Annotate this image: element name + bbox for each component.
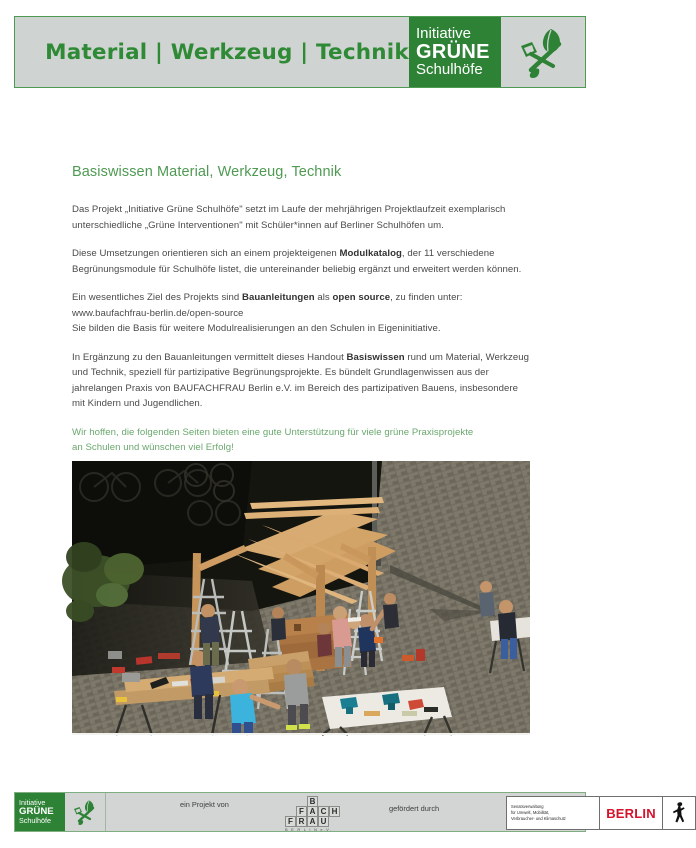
p2-text-before: Diese Umsetzungen orientieren sich an einem projekteigenen bbox=[72, 248, 340, 260]
berlin-bear-icon bbox=[671, 801, 687, 825]
paragraph-modulkatalog bbox=[72, 246, 530, 277]
bfw-cell-a2: A bbox=[307, 816, 318, 827]
berlin-wordmark: BERLIN bbox=[599, 797, 662, 829]
berlin-senate-logo bbox=[506, 796, 696, 830]
p3-text-mid: als bbox=[314, 292, 333, 304]
section-heading: Basiswissen Material, Werkzeug, Technik bbox=[72, 164, 342, 180]
page-footer-bar bbox=[14, 792, 656, 832]
p3-bold-bauanleitungen: Bauanleitungen bbox=[241, 292, 315, 304]
bfw-cell-r: R bbox=[296, 816, 307, 827]
spade-and-leaf-icon bbox=[515, 24, 571, 80]
bfw-cell-a1: A bbox=[307, 806, 318, 817]
paragraph-closing-green bbox=[72, 425, 530, 456]
p5-line2: an Schulen und wünschen viel Erfolg! bbox=[72, 442, 234, 454]
footer-partners-zone bbox=[106, 793, 656, 832]
page-title: Material | Werkzeug | Technik bbox=[45, 39, 409, 65]
p2-bold-modulkatalog: Modulkatalog bbox=[339, 248, 402, 260]
header-title-zone bbox=[15, 17, 409, 87]
senate-line1: Senatsverwaltung bbox=[511, 803, 544, 809]
bfw-cell-c: C bbox=[318, 806, 329, 817]
paragraph-basiswissen bbox=[72, 350, 530, 412]
bfw-cell-b: B bbox=[307, 796, 318, 807]
spade-and-leaf-icon bbox=[71, 798, 99, 826]
paragraph-intro bbox=[72, 202, 530, 233]
p3-text-closing: Sie bilden die Basis für weitere Modulrealisierungen an den Schulen in Eigeninitiative. bbox=[72, 323, 441, 335]
footer-brand-line3: Schulhöfe bbox=[19, 816, 51, 826]
label-gefoerdert-durch: gefördert durch bbox=[389, 804, 440, 813]
p3-text-before: Ein wesentliches Ziel des Projekts sind bbox=[72, 292, 242, 304]
p4-text-before: In Ergänzung zu den Bauanleitungen vermittelt dieses Handout bbox=[72, 351, 347, 363]
page-header-bar bbox=[14, 16, 586, 88]
paragraph-intro-text: Das Projekt „Initiative Grüne Schulhöfe" setzt im Laufe der mehrjährigen Projektlaufzeit exemplarisch unterschiedliche „Grüne Interventionen" mit Schüler*innen auf Berliner Schulhöfen um. bbox=[72, 204, 506, 231]
senate-line2: für Umwelt, Mobilität, bbox=[511, 809, 550, 815]
bfw-cell-f: F bbox=[296, 806, 307, 817]
bfw-cell-u: U bbox=[318, 816, 329, 827]
berlin-bear-icon-zone bbox=[662, 797, 695, 829]
main-content bbox=[72, 164, 530, 456]
header-logo-icon-zone bbox=[501, 17, 585, 87]
footer-brand-line1: Initiative bbox=[19, 798, 46, 808]
bfw-cell-h: H bbox=[329, 806, 340, 817]
p2-text-after: , der 11 verschiedene Begrünungsmodule für Schulhöfe listet, die untereinander beliebig ergänzt und erweitert werden können. bbox=[72, 248, 522, 275]
paragraph-bauanleitungen bbox=[72, 290, 530, 337]
construction-photo-illustration bbox=[72, 461, 530, 735]
footer-logo-icon-zone bbox=[65, 793, 106, 831]
footer-brand-logo-text bbox=[15, 793, 65, 831]
p3-bold-opensource: open source bbox=[332, 292, 391, 304]
bfw-subtitle: B E R L I N e.V. bbox=[285, 827, 332, 832]
brand-logo-line1: Initiative bbox=[416, 25, 472, 43]
label-ein-projekt-von: ein Projekt von bbox=[180, 800, 229, 809]
footer-brand-line2: GRÜNE bbox=[19, 805, 54, 817]
p5-line1: Wir hoffen, die folgenden Seiten bieten eine gute Unterstützung für viele grüne Praxisprojekte bbox=[72, 426, 474, 438]
senate-department-text bbox=[507, 797, 599, 829]
brand-logo-line2: GRÜNE bbox=[416, 40, 490, 63]
p4-bold-basiswissen: Basiswissen bbox=[346, 351, 405, 363]
p4-text-after: rund um Material, Werkzeug und Technik, speziell für partizipative Begrünungsprojekte. Es bündelt Grundlagenwissen aus der jahrelangen Praxis von BAUFACHFRAU Berlin e.V. im Bereich des partizipativen Bauens, insbesondere mit Kindern und Jugendlichen. bbox=[72, 351, 530, 410]
p3-text-after: , zu finden unter: bbox=[390, 292, 463, 304]
brand-logo-text-block bbox=[409, 17, 501, 87]
senate-line3: Verbraucher- und Klimaschutz bbox=[511, 816, 566, 822]
baufachfrau-logo bbox=[261, 796, 349, 830]
brand-logo-line3: Schulhöfe bbox=[416, 61, 483, 79]
open-source-url[interactable]: www.baufachfrau-berlin.de/open-source bbox=[72, 307, 244, 319]
construction-photo bbox=[72, 461, 530, 735]
bfw-cell-f2: F bbox=[285, 816, 296, 827]
